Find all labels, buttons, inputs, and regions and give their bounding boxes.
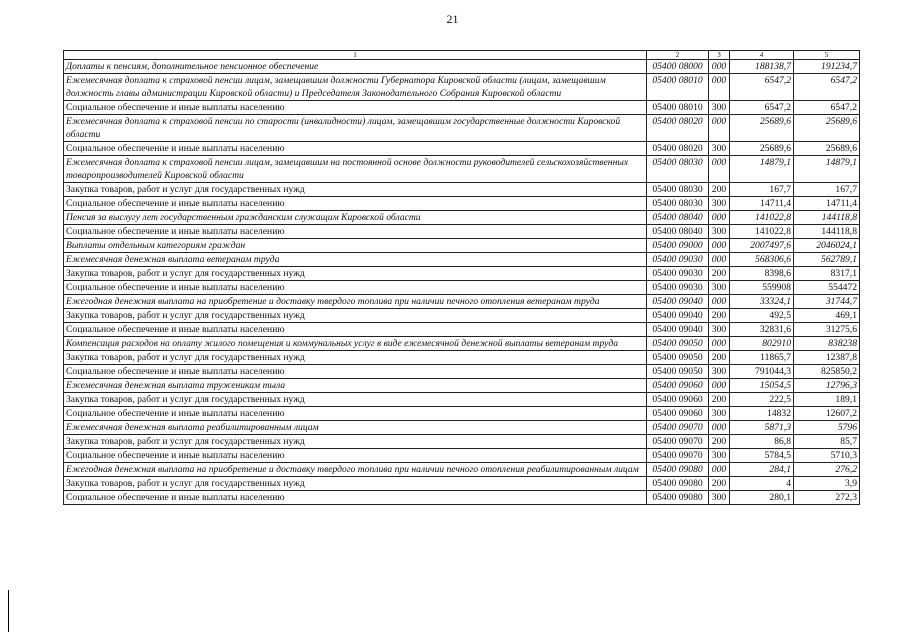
amount-year2-cell: 191234,7 [794,60,860,74]
amount-year1-cell: 86,8 [730,435,794,449]
expense-name-cell: Социальное обеспечение и иные выплаты населению [64,449,647,463]
expense-type-code-cell: 200 [709,309,730,323]
expense-name-cell: Ежегодная денежная выплата на приобретение и доставку твердого топлива при наличии печного отопления ветеранам труда [64,295,647,309]
expense-name-cell: Закупка товаров, работ и услуг для государственных нужд [64,309,647,323]
expense-type-code-cell: 300 [709,197,730,211]
table-row [64,295,860,309]
target-item-code-cell: 05400 09070 [647,421,709,435]
expense-type-code-cell: 300 [709,491,730,505]
target-item-code-cell: 05400 08040 [647,225,709,239]
expense-type-code-cell: 200 [709,183,730,197]
amount-year1-cell: 25689,6 [730,115,794,142]
table-row [64,393,860,407]
table-row [64,435,860,449]
amount-year2-cell: 276,2 [794,463,860,477]
target-item-code-cell: 05400 08030 [647,156,709,183]
amount-year1-cell: 11865,7 [730,351,794,365]
amount-year1-cell: 14879,1 [730,156,794,183]
amount-year2-cell: 31744,7 [794,295,860,309]
amount-year2-cell: 31275,6 [794,323,860,337]
amount-year1-cell: 6547,2 [730,74,794,101]
expense-name-cell: Социальное обеспечение и иные выплаты населению [64,225,647,239]
amount-year1-cell: 280,1 [730,491,794,505]
amount-year1-cell: 25689,6 [730,142,794,156]
amount-year2-cell: 272,3 [794,491,860,505]
expense-type-code-cell: 000 [709,60,730,74]
target-item-code-cell: 05400 09060 [647,393,709,407]
table-row [64,477,860,491]
target-item-code-cell: 05400 09040 [647,309,709,323]
amount-year1-cell: 8398,6 [730,267,794,281]
expense-type-code-cell: 300 [709,225,730,239]
expense-name-cell: Социальное обеспечение и иные выплаты населению [64,407,647,421]
amount-year1-cell: 167,7 [730,183,794,197]
expense-type-code-cell: 200 [709,477,730,491]
expense-name-cell: Социальное обеспечение и иные выплаты населению [64,101,647,115]
amount-year2-cell: 8317,1 [794,267,860,281]
target-item-code-cell: 05400 09080 [647,477,709,491]
target-item-code-cell: 05400 09070 [647,449,709,463]
expense-type-code-cell: 000 [709,74,730,101]
expense-name-cell: Социальное обеспечение и иные выплаты населению [64,197,647,211]
amount-year1-cell: 15054,5 [730,379,794,393]
amount-year2-cell: 6547,2 [794,101,860,115]
amount-year1-cell: 4 [730,477,794,491]
page-number: 21 [446,12,459,26]
table-row [64,281,860,295]
expense-name-cell: Закупка товаров, работ и услуг для государственных нужд [64,393,647,407]
expense-name-cell: Ежемесячная доплата к страховой пенсии лицам, замещавшим на постоянной основе должности руководителей сельскохозяйственных товаропроизводителей Кировской области [64,156,647,183]
expense-type-code-cell: 300 [709,407,730,421]
amount-year2-cell: 838238 [794,337,860,351]
amount-year1-cell: 14832 [730,407,794,421]
expense-name-cell: Закупка товаров, работ и услуг для государственных нужд [64,183,647,197]
table-row [64,267,860,281]
expense-name-cell: Ежемесячная доплата к страховой пенсии по старости (инвалидности) лицам, замещавшим государственные должности Кировской области [64,115,647,142]
table-row [64,74,860,101]
table-row [64,379,860,393]
amount-year2-cell: 2046024,1 [794,239,860,253]
amount-year1-cell: 5871,3 [730,421,794,435]
target-item-code-cell: 05400 09050 [647,365,709,379]
amount-year1-cell: 6547,2 [730,101,794,115]
target-item-code-cell: 05400 08010 [647,101,709,115]
table-row [64,253,860,267]
expense-name-cell: Ежемесячная доплата к страховой пенсии лицам, замещавшим должности Губернатора Кировской области (лицам, замещавшим должность главы администрации Кировской области) и Председателя Законодательного Собрания Кировской области [64,74,647,101]
expense-type-code-cell: 300 [709,281,730,295]
table-row [64,156,860,183]
amount-year2-cell: 167,7 [794,183,860,197]
column-number-4: 4 [730,51,794,60]
table-row [64,407,860,421]
expense-name-cell: Закупка товаров, работ и услуг для государственных нужд [64,351,647,365]
amount-year2-cell: 14879,1 [794,156,860,183]
table-row [64,101,860,115]
amount-year1-cell: 32831,6 [730,323,794,337]
amount-year1-cell: 14711,4 [730,197,794,211]
table-row [64,225,860,239]
amount-year2-cell: 5796 [794,421,860,435]
amount-year2-cell: 12387,8 [794,351,860,365]
table-row [64,491,860,505]
expense-type-code-cell: 300 [709,365,730,379]
table-row [64,115,860,142]
target-item-code-cell: 05400 09060 [647,379,709,393]
target-item-code-cell: 05400 08030 [647,183,709,197]
table-row [64,60,860,74]
margin-line [8,590,9,632]
table-row [64,197,860,211]
target-item-code-cell: 05400 08020 [647,115,709,142]
expense-name-cell: Выплаты отдельным категориям граждан [64,239,647,253]
table-row [64,309,860,323]
expense-type-code-cell: 000 [709,156,730,183]
target-item-code-cell: 05400 09030 [647,267,709,281]
amount-year1-cell: 559908 [730,281,794,295]
amount-year2-cell: 189,1 [794,393,860,407]
expense-type-code-cell: 000 [709,379,730,393]
expense-type-code-cell: 000 [709,239,730,253]
table-row [64,365,860,379]
expense-type-code-cell: 000 [709,295,730,309]
expense-type-code-cell: 300 [709,449,730,463]
budget-table-body [64,51,860,505]
amount-year1-cell: 141022,8 [730,225,794,239]
expense-type-code-cell: 200 [709,267,730,281]
expense-name-cell: Ежемесячная денежная выплата ветеранам труда [64,253,647,267]
expense-type-code-cell: 200 [709,351,730,365]
amount-year1-cell: 284,1 [730,463,794,477]
target-item-code-cell: 05400 09040 [647,323,709,337]
budget-table [63,50,860,505]
target-item-code-cell: 05400 09030 [647,253,709,267]
amount-year1-cell: 5784,5 [730,449,794,463]
table-row [64,142,860,156]
target-item-code-cell: 05400 08040 [647,211,709,225]
table-row [64,183,860,197]
target-item-code-cell: 05400 09060 [647,407,709,421]
expense-type-code-cell: 300 [709,101,730,115]
table-row [64,449,860,463]
table-row [64,239,860,253]
amount-year1-cell: 222,5 [730,393,794,407]
target-item-code-cell: 05400 09050 [647,351,709,365]
expense-name-cell: Социальное обеспечение и иные выплаты населению [64,491,647,505]
expense-name-cell: Закупка товаров, работ и услуг для государственных нужд [64,435,647,449]
expense-type-code-cell: 200 [709,393,730,407]
target-item-code-cell: 05400 08010 [647,74,709,101]
amount-year2-cell: 6547,2 [794,74,860,101]
column-number-5: 5 [794,51,860,60]
expense-name-cell: Социальное обеспечение и иные выплаты населению [64,323,647,337]
expense-type-code-cell: 300 [709,323,730,337]
target-item-code-cell: 05400 08000 [647,60,709,74]
target-item-code-cell: 05400 09080 [647,491,709,505]
target-item-code-cell: 05400 09070 [647,435,709,449]
table-row [64,421,860,435]
target-item-code-cell: 05400 09030 [647,281,709,295]
target-item-code-cell: 05400 08020 [647,142,709,156]
amount-year2-cell: 144118,8 [794,225,860,239]
expense-name-cell: Социальное обеспечение и иные выплаты населению [64,142,647,156]
expense-name-cell: Компенсация расходов на оплату жилого помещения и коммунальных услуг в виде ежемесячной денежной выплаты ветеранам труда [64,337,647,351]
amount-year1-cell: 188138,7 [730,60,794,74]
amount-year1-cell: 2007497,6 [730,239,794,253]
table-row [64,323,860,337]
table-row [64,351,860,365]
expense-type-code-cell: 000 [709,463,730,477]
amount-year2-cell: 12607,2 [794,407,860,421]
expense-name-cell: Ежегодная денежная выплата на приобретение и доставку твердого топлива при наличии печного отопления реабилитированным лицам [64,463,647,477]
expense-name-cell: Ежемесячная денежная выплата реабилитированным лицам [64,421,647,435]
target-item-code-cell: 05400 08030 [647,197,709,211]
expense-type-code-cell: 000 [709,253,730,267]
amount-year2-cell: 25689,6 [794,142,860,156]
expense-type-code-cell: 000 [709,421,730,435]
expense-type-code-cell: 000 [709,211,730,225]
expense-name-cell: Социальное обеспечение и иные выплаты населению [64,365,647,379]
expense-name-cell: Закупка товаров, работ и услуг для государственных нужд [64,477,647,491]
amount-year2-cell: 85,7 [794,435,860,449]
column-number-2: 2 [647,51,709,60]
table-row [64,211,860,225]
amount-year2-cell: 469,1 [794,309,860,323]
target-item-code-cell: 05400 09050 [647,337,709,351]
amount-year2-cell: 5710,3 [794,449,860,463]
target-item-code-cell: 05400 09040 [647,295,709,309]
expense-type-code-cell: 300 [709,142,730,156]
column-number-3: 3 [709,51,730,60]
amount-year2-cell: 554472 [794,281,860,295]
table-row [64,463,860,477]
expense-name-cell: Доплаты к пенсиям, дополнительное пенсионное обеспечение [64,60,647,74]
column-number-row [64,51,860,60]
amount-year2-cell: 3,9 [794,477,860,491]
amount-year2-cell: 12796,3 [794,379,860,393]
column-number-1: 1 [64,51,647,60]
amount-year2-cell: 14711,4 [794,197,860,211]
amount-year1-cell: 802910 [730,337,794,351]
target-item-code-cell: 05400 09000 [647,239,709,253]
expense-name-cell: Социальное обеспечение и иные выплаты населению [64,281,647,295]
target-item-code-cell: 05400 09080 [647,463,709,477]
amount-year1-cell: 141022,8 [730,211,794,225]
expense-name-cell: Закупка товаров, работ и услуг для государственных нужд [64,267,647,281]
table-row [64,337,860,351]
amount-year1-cell: 791044,3 [730,365,794,379]
amount-year2-cell: 562789,1 [794,253,860,267]
amount-year1-cell: 33324,1 [730,295,794,309]
amount-year2-cell: 144118,8 [794,211,860,225]
expense-name-cell: Ежемесячная денежная выплата труженикам тыла [64,379,647,393]
expense-name-cell: Пенсия за выслугу лет государственным гражданским служащим Кировской области [64,211,647,225]
amount-year2-cell: 25689,6 [794,115,860,142]
amount-year1-cell: 492,5 [730,309,794,323]
expense-type-code-cell: 000 [709,337,730,351]
expense-type-code-cell: 200 [709,435,730,449]
amount-year1-cell: 568306,6 [730,253,794,267]
amount-year2-cell: 825850,2 [794,365,860,379]
expense-type-code-cell: 000 [709,115,730,142]
